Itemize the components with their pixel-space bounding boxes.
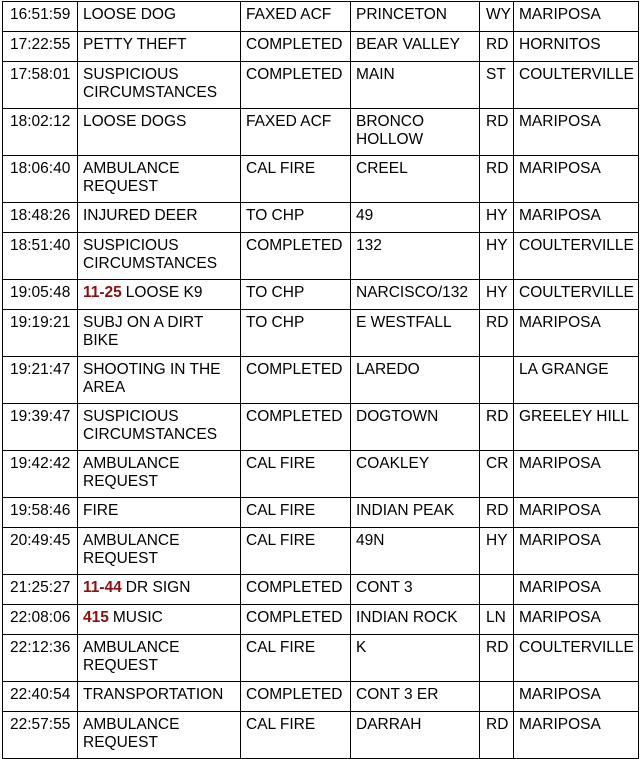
disposition-cell (241, 280, 351, 310)
call-type-cell (78, 357, 241, 404)
street-name: CONT 3 (356, 579, 413, 596)
table-row (3, 2, 639, 32)
city-cell (514, 404, 639, 451)
street-suffix-cell (480, 682, 514, 712)
call-type-cell (78, 280, 241, 310)
time-value: 18:48:26 (10, 207, 71, 224)
time-cell (3, 62, 78, 109)
street-cell (351, 635, 480, 682)
time-cell (3, 109, 78, 156)
disposition: COMPLETED (246, 579, 343, 596)
street-cell (351, 233, 480, 280)
disposition-cell (241, 233, 351, 280)
street-cell (351, 404, 480, 451)
street-suffix: HY (486, 284, 508, 301)
disposition-cell (241, 2, 351, 32)
time-cell (3, 528, 78, 575)
disposition-cell (241, 203, 351, 233)
time-value: 19:19:21 (10, 314, 71, 331)
disposition: CAL FIRE (246, 455, 316, 472)
street-cell (351, 357, 480, 404)
call-log-table (2, 1, 639, 759)
city-cell (514, 498, 639, 528)
city-name: COULTERVILLE (519, 284, 634, 301)
street-suffix: RD (486, 639, 509, 656)
street-suffix: RD (486, 716, 509, 733)
city-name: MARIPOSA (519, 113, 601, 130)
time-value: 18:06:40 (10, 160, 71, 177)
disposition-cell (241, 109, 351, 156)
street-suffix: HY (486, 207, 508, 224)
time-value: 21:25:27 (10, 579, 71, 596)
disposition-cell (241, 682, 351, 712)
street-name: MAIN (356, 66, 395, 83)
time-value: 19:39:47 (10, 408, 71, 425)
time-value: 22:57:55 (10, 716, 71, 733)
disposition-cell (241, 498, 351, 528)
street-name: E WESTFALL (356, 314, 452, 331)
city-cell (514, 280, 639, 310)
city-cell (514, 575, 639, 605)
street-name: 49N (356, 532, 385, 549)
table-row (3, 712, 639, 759)
call-log-body (3, 2, 639, 759)
street-suffix-cell (480, 357, 514, 404)
street-suffix-cell (480, 451, 514, 498)
disposition: CAL FIRE (246, 716, 316, 733)
street-name: 49 (356, 207, 374, 224)
city-name: LA GRANGE (519, 361, 609, 378)
city-name: GREELEY HILL (519, 408, 629, 425)
street-cell (351, 712, 480, 759)
street-suffix-cell (480, 156, 514, 203)
city-cell (514, 682, 639, 712)
call-type-cell (78, 156, 241, 203)
street-suffix-cell (480, 233, 514, 280)
time-cell (3, 233, 78, 280)
disposition-cell (241, 310, 351, 357)
city-name: COULTERVILLE (519, 639, 634, 656)
city-name: MARIPOSA (519, 716, 601, 733)
street-name: LAREDO (356, 361, 420, 378)
call-type-cell (78, 575, 241, 605)
table-row (3, 280, 639, 310)
city-cell (514, 451, 639, 498)
call-type-cell (78, 62, 241, 109)
call-type: LOOSE DOG (83, 6, 177, 23)
street-cell (351, 2, 480, 32)
call-type: AMBULANCE REQUEST (83, 532, 180, 567)
call-code: 11-25 (83, 284, 122, 301)
time-value: 19:21:47 (10, 361, 71, 378)
street-suffix-cell (480, 2, 514, 32)
time-cell (3, 682, 78, 712)
table-row (3, 233, 639, 280)
city-cell (514, 605, 639, 635)
street-suffix: RD (486, 113, 509, 130)
city-name: MARIPOSA (519, 579, 601, 596)
call-type: AMBULANCE REQUEST (83, 160, 180, 195)
street-cell (351, 203, 480, 233)
disposition: CAL FIRE (246, 502, 316, 519)
call-type-cell (78, 109, 241, 156)
call-code: 415 (83, 609, 109, 626)
street-cell (351, 109, 480, 156)
time-cell (3, 575, 78, 605)
disposition: COMPLETED (246, 408, 343, 425)
disposition: COMPLETED (246, 36, 343, 53)
table-row (3, 635, 639, 682)
street-name: K (356, 639, 367, 656)
call-type: INJURED DEER (83, 207, 198, 224)
table-row (3, 109, 639, 156)
street-suffix-cell (480, 528, 514, 575)
disposition-cell (241, 357, 351, 404)
city-name: MARIPOSA (519, 6, 601, 23)
table-row (3, 203, 639, 233)
street-name: CONT 3 ER (356, 686, 439, 703)
time-value: 22:12:36 (10, 639, 71, 656)
disposition-cell (241, 575, 351, 605)
city-name: COULTERVILLE (519, 237, 634, 254)
time-cell (3, 451, 78, 498)
disposition: CAL FIRE (246, 532, 316, 549)
street-cell (351, 310, 480, 357)
disposition: TO CHP (246, 314, 305, 331)
call-type: AMBULANCE REQUEST (83, 716, 180, 751)
disposition-cell (241, 635, 351, 682)
disposition-cell (241, 156, 351, 203)
call-type: SHOOTING IN THE AREA (83, 361, 221, 396)
city-name: MARIPOSA (519, 532, 601, 549)
call-type: DR SIGN (125, 579, 191, 596)
street-cell (351, 575, 480, 605)
street-suffix: LN (486, 609, 506, 626)
street-suffix-cell (480, 605, 514, 635)
disposition-cell (241, 712, 351, 759)
disposition-cell (241, 404, 351, 451)
street-name: BRONCO HOLLOW (356, 113, 425, 148)
street-suffix-cell (480, 203, 514, 233)
street-cell (351, 156, 480, 203)
disposition: COMPLETED (246, 237, 343, 254)
city-cell (514, 635, 639, 682)
street-name: DOGTOWN (356, 408, 439, 425)
table-row (3, 357, 639, 404)
city-name: MARIPOSA (519, 686, 601, 703)
city-name: HORNITOS (519, 36, 601, 53)
city-name: MARIPOSA (519, 502, 601, 519)
street-suffix-cell (480, 498, 514, 528)
city-cell (514, 62, 639, 109)
disposition: COMPLETED (246, 361, 343, 378)
disposition: COMPLETED (246, 66, 343, 83)
street-name: INDIAN PEAK (356, 502, 455, 519)
street-cell (351, 32, 480, 62)
city-cell (514, 310, 639, 357)
time-cell (3, 310, 78, 357)
time-value: 16:51:59 (10, 6, 71, 23)
city-cell (514, 528, 639, 575)
street-name: COAKLEY (356, 455, 430, 472)
street-name: NARCISCO/132 (356, 284, 468, 301)
call-type-cell (78, 605, 241, 635)
call-type: TRANSPORTATION (83, 686, 224, 703)
city-cell (514, 233, 639, 280)
time-value: 20:49:45 (10, 532, 71, 549)
street-suffix-cell (480, 635, 514, 682)
street-suffix: RD (486, 408, 509, 425)
disposition: TO CHP (246, 284, 305, 301)
call-type-cell (78, 635, 241, 682)
call-type-cell (78, 203, 241, 233)
city-cell (514, 712, 639, 759)
table-row (3, 32, 639, 62)
disposition-cell (241, 451, 351, 498)
street-cell (351, 528, 480, 575)
time-value: 19:58:46 (10, 502, 71, 519)
time-cell (3, 357, 78, 404)
table-row (3, 682, 639, 712)
street-suffix: WY (486, 6, 511, 23)
street-cell (351, 280, 480, 310)
time-cell (3, 203, 78, 233)
call-code: 11-44 (83, 579, 122, 596)
city-name: COULTERVILLE (519, 66, 634, 83)
call-type: AMBULANCE REQUEST (83, 639, 180, 674)
time-cell (3, 635, 78, 682)
call-type: SUSPICIOUS CIRCUMSTANCES (83, 408, 218, 443)
street-name: DARRAH (356, 716, 422, 733)
time-cell (3, 712, 78, 759)
street-suffix-cell (480, 575, 514, 605)
city-name: MARIPOSA (519, 455, 601, 472)
call-type: LOOSE K9 (125, 284, 203, 301)
disposition-cell (241, 605, 351, 635)
street-name: PRINCETON (356, 6, 448, 23)
street-suffix: CR (486, 455, 509, 472)
street-cell (351, 498, 480, 528)
call-type-cell (78, 32, 241, 62)
table-row (3, 404, 639, 451)
disposition-cell (241, 528, 351, 575)
city-name: MARIPOSA (519, 609, 601, 626)
call-type-cell (78, 2, 241, 32)
city-cell (514, 109, 639, 156)
call-type: LOOSE DOGS (83, 113, 187, 130)
time-cell (3, 605, 78, 635)
street-suffix-cell (480, 32, 514, 62)
time-cell (3, 156, 78, 203)
call-type: MUSIC (112, 609, 163, 626)
city-cell (514, 156, 639, 203)
disposition: COMPLETED (246, 686, 343, 703)
table-row (3, 528, 639, 575)
time-cell (3, 404, 78, 451)
time-cell (3, 498, 78, 528)
time-value: 18:51:40 (10, 237, 71, 254)
street-cell (351, 62, 480, 109)
disposition-cell (241, 32, 351, 62)
city-name: MARIPOSA (519, 160, 601, 177)
street-cell (351, 451, 480, 498)
street-suffix-cell (480, 404, 514, 451)
call-type-cell (78, 712, 241, 759)
street-suffix: HY (486, 532, 508, 549)
call-type-cell (78, 451, 241, 498)
street-name: CREEL (356, 160, 408, 177)
call-type: AMBULANCE REQUEST (83, 455, 180, 490)
street-suffix-cell (480, 310, 514, 357)
disposition: FAXED ACF (246, 113, 332, 130)
call-type: SUSPICIOUS CIRCUMSTANCES (83, 66, 218, 101)
city-cell (514, 32, 639, 62)
time-value: 17:22:55 (10, 36, 71, 53)
street-suffix: RD (486, 36, 509, 53)
call-type-cell (78, 310, 241, 357)
time-cell (3, 280, 78, 310)
call-type: PETTY THEFT (83, 36, 187, 53)
table-row (3, 498, 639, 528)
table-row (3, 451, 639, 498)
time-value: 22:40:54 (10, 686, 71, 703)
call-type-cell (78, 498, 241, 528)
disposition: CAL FIRE (246, 639, 316, 656)
time-cell (3, 32, 78, 62)
disposition: CAL FIRE (246, 160, 316, 177)
street-name: 132 (356, 237, 382, 254)
disposition: COMPLETED (246, 609, 343, 626)
time-value: 18:02:12 (10, 113, 71, 130)
city-cell (514, 357, 639, 404)
city-name: MARIPOSA (519, 207, 601, 224)
table-row (3, 575, 639, 605)
street-suffix: ST (486, 66, 506, 83)
city-cell (514, 2, 639, 32)
street-name: BEAR VALLEY (356, 36, 460, 53)
city-name: MARIPOSA (519, 314, 601, 331)
call-type-cell (78, 528, 241, 575)
street-cell (351, 682, 480, 712)
street-suffix: RD (486, 314, 509, 331)
call-type-cell (78, 682, 241, 712)
call-type: SUSPICIOUS CIRCUMSTANCES (83, 237, 218, 272)
table-row (3, 605, 639, 635)
street-name: INDIAN ROCK (356, 609, 458, 626)
street-suffix: RD (486, 160, 509, 177)
time-value: 19:05:48 (10, 284, 71, 301)
call-type-cell (78, 404, 241, 451)
disposition-cell (241, 62, 351, 109)
table-row (3, 62, 639, 109)
street-cell (351, 605, 480, 635)
street-suffix: HY (486, 237, 508, 254)
time-value: 22:08:06 (10, 609, 71, 626)
table-row (3, 310, 639, 357)
street-suffix-cell (480, 109, 514, 156)
street-suffix-cell (480, 62, 514, 109)
time-value: 19:42:42 (10, 455, 71, 472)
table-row (3, 156, 639, 203)
city-cell (514, 203, 639, 233)
time-cell (3, 2, 78, 32)
time-value: 17:58:01 (10, 66, 71, 83)
call-type: FIRE (83, 502, 119, 519)
street-suffix-cell (480, 712, 514, 759)
street-suffix: RD (486, 502, 509, 519)
disposition: FAXED ACF (246, 6, 332, 23)
street-suffix-cell (480, 280, 514, 310)
call-type: SUBJ ON A DIRT BIKE (83, 314, 204, 349)
disposition: TO CHP (246, 207, 305, 224)
call-type-cell (78, 233, 241, 280)
